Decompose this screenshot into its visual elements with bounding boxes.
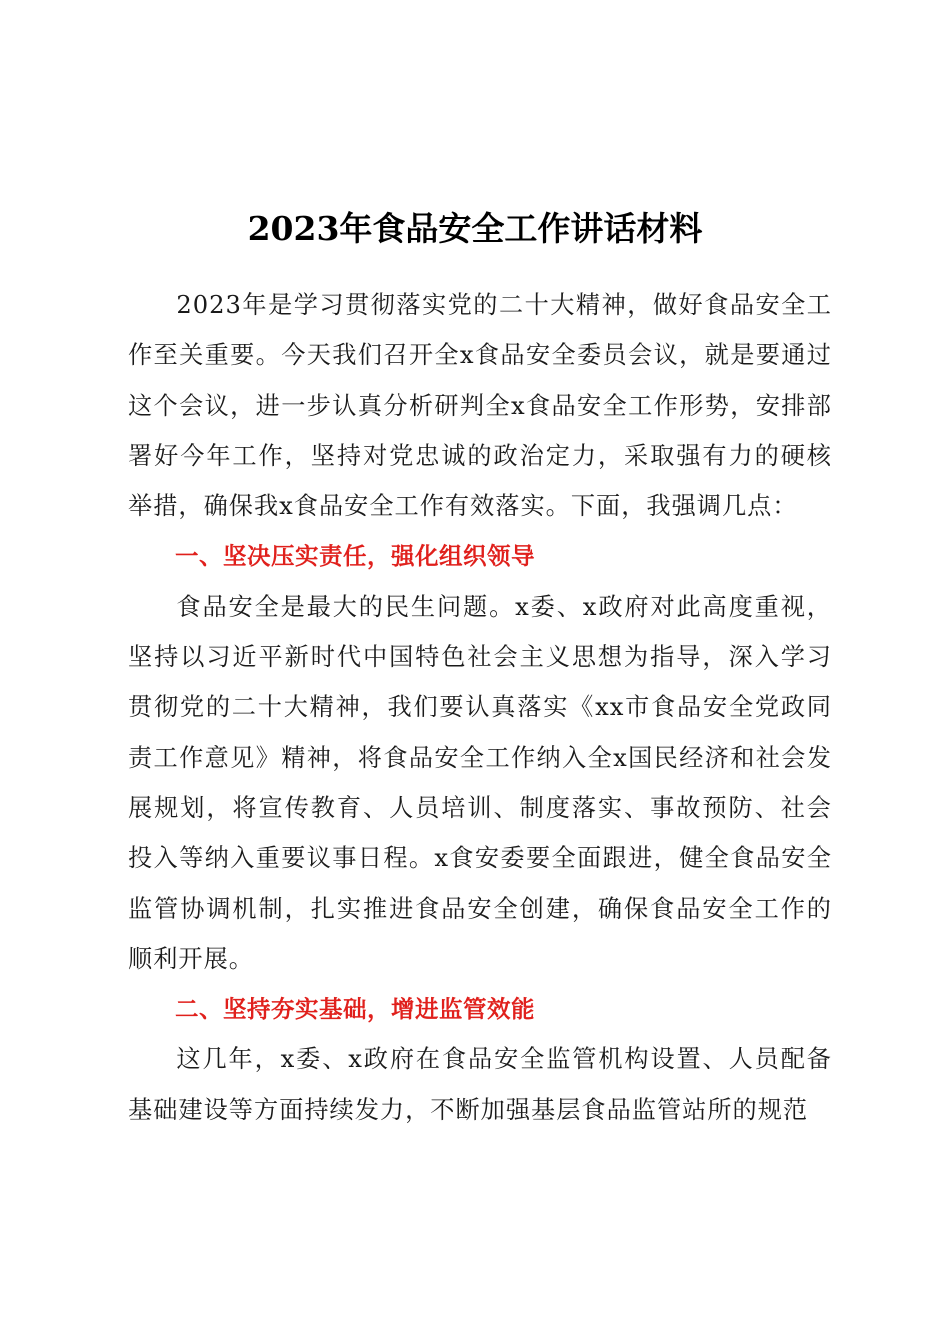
intro-paragraph: 2023年是学习贯彻落实党的二十大精神，做好食品安全工作至关重要。今天我们召开全x食品安全委员会议，就是要通过这个会议，进一步认真分析研判全x食品安全工作形势，安排部署好今年工作，坚持对党忠诚的政治定力，采取强有力的硬核举措，确保我x食品安全工作有效落实。下面，我强调几点： — [128, 291, 832, 521]
document-body — [128, 280, 832, 1135]
section-1-paragraph: 食品安全是最大的民生问题。x委、x政府对此高度重视，坚持以习近平新时代中国特色社会主义思想为指导，深入学习贯彻党的二十大精神，我们要认真落实《xx市食品安全党政同责工作意见》精神，将食品安全工作纳入全x国民经济和社会发展规划，将宣传教育、人员培训、制度落实、事故预防、社会投入等纳入重要议事日程。x食安委要全面跟进，健全食品安全监管协调机制，扎实推进食品安全创建，确保食品安全工作的顺利开展。 — [128, 592, 832, 973]
section-2-paragraph: 这几年，x委、x政府在食品安全监管机构设置、人员配备基础建设等方面持续发力，不断加强基层食品监管站所的规范 — [128, 1045, 832, 1124]
section-heading-1: 一、坚决压实责任，强化组织领导 — [175, 542, 535, 571]
section-heading-2: 二、坚持夯实基础，增进监管效能 — [175, 995, 535, 1024]
document-title: 2023年食品安全工作讲话材料 — [247, 209, 703, 248]
